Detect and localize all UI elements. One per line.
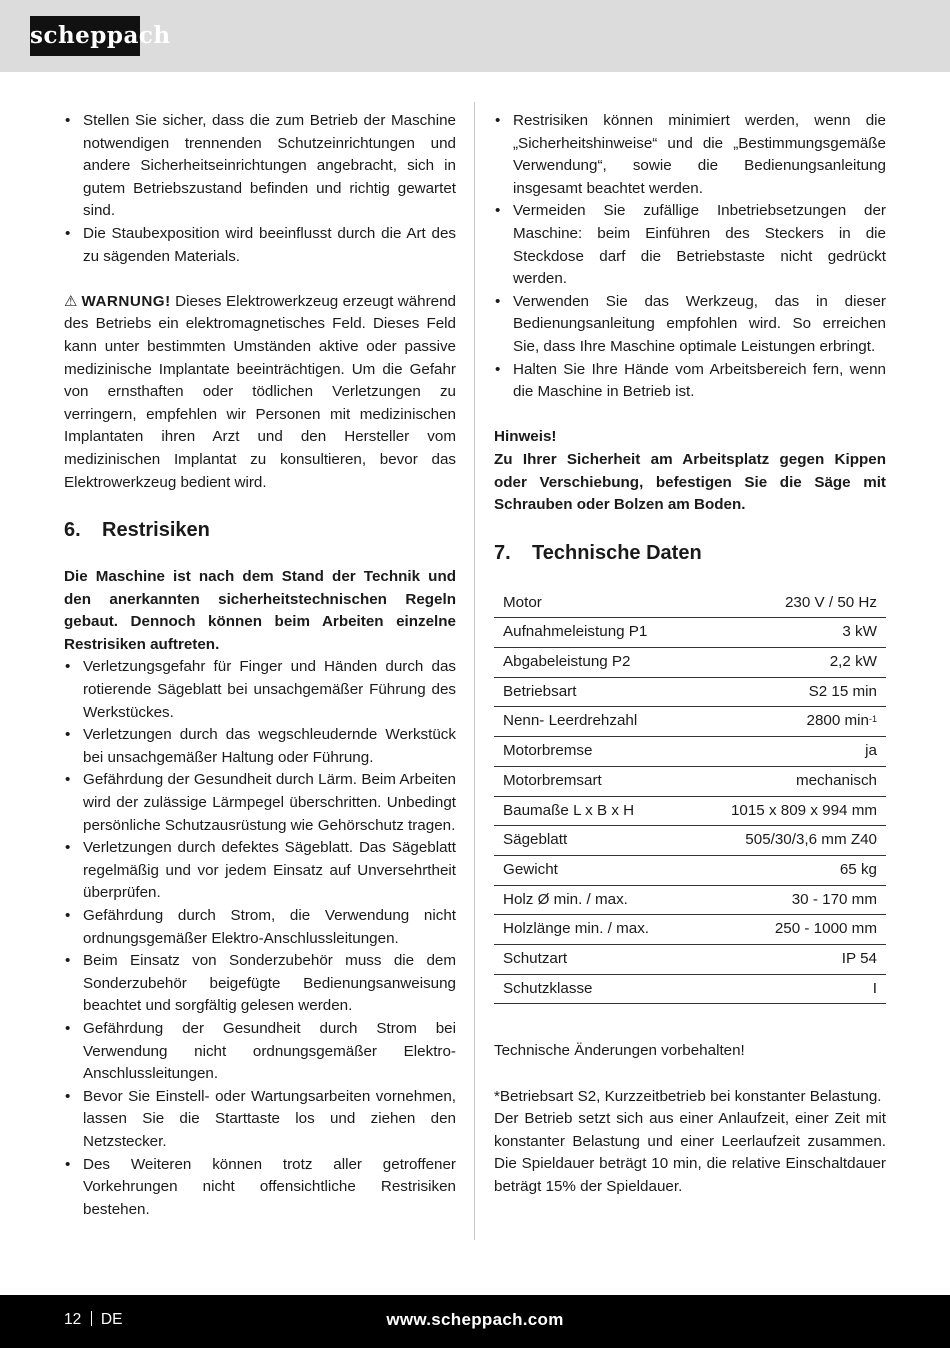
spec-label: Holzlänge min. / max. (494, 915, 690, 945)
table-row (494, 589, 886, 618)
language-code: DE (100, 1311, 123, 1328)
restrisiken-intro: Die Maschine ist nach dem Stand der Technik und den anerkannten sicherheitstechnischen Regeln gebaut. Dennoch können beim Arbeiten einzelne Restrisiken auftreten. (64, 568, 456, 653)
spec-label: Schutzart (494, 944, 690, 974)
list-item: • Restrisiken können minimiert werden, wenn die „Sicherheitshinweise“ und die „Bestimmungsgemäße Verwendung“, sowie die Bedienungsanleitung insgesamt beachtet werden. (494, 110, 886, 200)
spec-label: Gewicht (494, 855, 690, 885)
spec-label: Schutzklasse (494, 974, 690, 1004)
list-item: • Stellen Sie sicher, dass die zum Betrieb der Maschine notwendigen trennenden Schutzeinrichtungen und andere Sicherheitseinrichtungen angebracht, sich in gutem Betriebszustand befinden und richtig gewartet sind. (64, 110, 456, 223)
spec-value-superscript: -1 (868, 714, 877, 725)
section-title: Technische Daten (532, 541, 702, 564)
warning-paragraph (64, 291, 456, 494)
table-row (494, 737, 886, 767)
section-heading-technische-daten (494, 539, 886, 567)
spec-value-text: 2800 min (806, 712, 869, 730)
section-title: Restrisiken (102, 519, 210, 542)
footnote-operating-mode: *Betriebsart S2, Kurzzeitbetrieb bei konstanter Belastung. (494, 1087, 882, 1105)
changes-note: Technische Änderungen vorbehalten! (494, 1042, 745, 1060)
hint-label: Hinweis! (494, 428, 557, 446)
spec-value: I (690, 974, 886, 1004)
page-header (0, 0, 950, 72)
table-row (494, 974, 886, 1004)
spec-label: Abgabeleistung P2 (494, 648, 690, 678)
left-column (64, 110, 456, 1221)
spec-label: Baumaße L x B x H (494, 796, 690, 826)
spec-value: ja (690, 737, 886, 767)
list-item: • Gefährdung der Gesundheit durch Lärm. Beim Arbeiten wird der zulässige Lärmpegel überschritten. Unbedingt persönliche Schutzausrüstung wie Gehörschutz tragen. (64, 769, 456, 837)
spec-label: Motorbremsart (494, 766, 690, 796)
list-item: • Des Weiteren können trotz aller getroffener Vorkehrungen nicht offensichtliche Restrisiken bestehen. (64, 1154, 456, 1222)
spec-value: 2,2 kW (690, 648, 886, 678)
scheppach-logo: scheppach (30, 16, 140, 56)
spec-value: 1015 x 809 x 994 mm (690, 796, 886, 826)
spec-value: IP 54 (690, 944, 886, 974)
table-row (494, 707, 886, 737)
spec-value: mechanisch (690, 766, 886, 796)
list-item: • Beim Einsatz von Sonderzubehör muss die dem Sonderzubehör beigefügte Bedienungsanweisung beachtet und sorgfältig gelesen werden. (64, 950, 456, 1018)
section-number: 7. (494, 541, 511, 564)
list-item: • Verletzungen durch das wegschleudernde Werkstück bei unsachgemäßer Haltung oder Führung. (64, 724, 456, 769)
warning-triangle-icon: ⚠ (64, 292, 78, 310)
table-row (494, 885, 886, 915)
list-item: • Die Staubexposition wird beeinflusst durch die Art des zu sägenden Materials. (64, 223, 456, 268)
spec-value (690, 707, 886, 737)
residual-risk-bullet-list (494, 110, 886, 404)
list-item: • Halten Sie Ihre Hände vom Arbeitsbereich fern, wenn die Maschine in Betrieb ist. (494, 359, 886, 404)
page-number: 12 (64, 1311, 82, 1328)
page-footer (0, 1295, 950, 1348)
website-url: www.scheppach.com (386, 1310, 564, 1329)
spec-label: Holz Ø min. / max. (494, 885, 690, 915)
spec-value: 30 - 170 mm (690, 885, 886, 915)
right-column (494, 110, 886, 1198)
spec-value: 505/30/3,6 mm Z40 (690, 826, 886, 856)
table-row (494, 796, 886, 826)
hint-text: Zu Ihrer Sicherheit am Arbeitsplatz gegen Kippen oder Verschiebung, befestigen Sie die Säge mit Schrauben oder Bolzen am Boden. (494, 450, 886, 514)
section-number: 6. (64, 519, 81, 542)
list-item: • Verletzungsgefahr für Finger und Händen durch das rotierende Sägeblatt bei unsachgemäßer Führung des Werkstückes. (64, 656, 456, 724)
spec-label: Motor (494, 589, 690, 618)
table-row (494, 826, 886, 856)
column-divider (474, 102, 475, 1240)
technical-data-table (494, 589, 886, 1005)
safety-bullet-list (64, 110, 456, 268)
list-item: • Verletzungen durch defektes Sägeblatt. Das Sägeblatt regelmäßig und vor jedem Einsatz auf Unversehrtheit überprüfen. (64, 837, 456, 905)
spec-label: Sägeblatt (494, 826, 690, 856)
warning-text: Dieses Elektrowerkzeug erzeugt während des Betriebs ein elektromagnetisches Feld. Dieses Feld kann unter bestimmten Umständen aktive oder passive medizinische Implantate beeinträchtigen. Um die Gefahr von ernsthaften oder tödlichen Verletzungen zu verringern, empfehlen wir Personen mit medizinischen Implantaten ihren Arzt und den Hersteller vom medizinischen Implantat zu konsultieren, bevor das Elektrowerkzeug bedient wird. (64, 292, 456, 491)
spec-label: Aufnahmeleistung P1 (494, 618, 690, 648)
spec-value: 65 kg (690, 855, 886, 885)
list-item: • Gefährdung der Gesundheit durch Strom bei Verwendung nicht ordnungsgemäßer Elektro-Anschlussleitungen. (64, 1018, 456, 1086)
table-row (494, 915, 886, 945)
table-row (494, 648, 886, 678)
footnote-duty-cycle: Der Betrieb setzt sich aus einer Anlaufzeit, einer Zeit mit konstanter Belastung und einer Leerlaufzeit zusammen. Die Spieldauer beträgt 10 min, die relative Einschaltdauer beträgt 15% der Spieldauer. (494, 1110, 886, 1195)
table-row (494, 618, 886, 648)
section-heading-restrisiken (64, 516, 456, 544)
table-row (494, 855, 886, 885)
list-item: • Vermeiden Sie zufällige Inbetriebsetzungen der Maschine: beim Einführen des Steckers in die Steckdose darf die Betriebstaste nicht gedrückt werden. (494, 200, 886, 290)
warning-label: WARNUNG! (81, 292, 171, 310)
table-row (494, 766, 886, 796)
list-item: • Verwenden Sie das Werkzeug, das in dieser Bedienungsanleitung empfohlen wird. So erreichen Sie, dass Ihre Maschine optimale Leistungen erbringt. (494, 291, 886, 359)
risk-list (64, 656, 456, 1221)
list-item: • Bevor Sie Einstell- oder Wartungsarbeiten vornehmen, lassen Sie die Starttaste los und ziehen den Netzstecker. (64, 1086, 456, 1154)
spec-label: Betriebsart (494, 677, 690, 707)
spec-value: 250 - 1000 mm (690, 915, 886, 945)
spec-value: 230 V / 50 Hz (690, 589, 886, 618)
spec-value: S2 15 min (690, 677, 886, 707)
spec-value: 3 kW (690, 618, 886, 648)
spec-label: Nenn- Leerdrehzahl (494, 707, 690, 737)
spec-label: Motorbremse (494, 737, 690, 767)
list-item: • Gefährdung durch Strom, die Verwendung nicht ordnungsgemäßer Elektro-Anschlussleitungen. (64, 905, 456, 950)
table-row (494, 677, 886, 707)
table-row (494, 944, 886, 974)
